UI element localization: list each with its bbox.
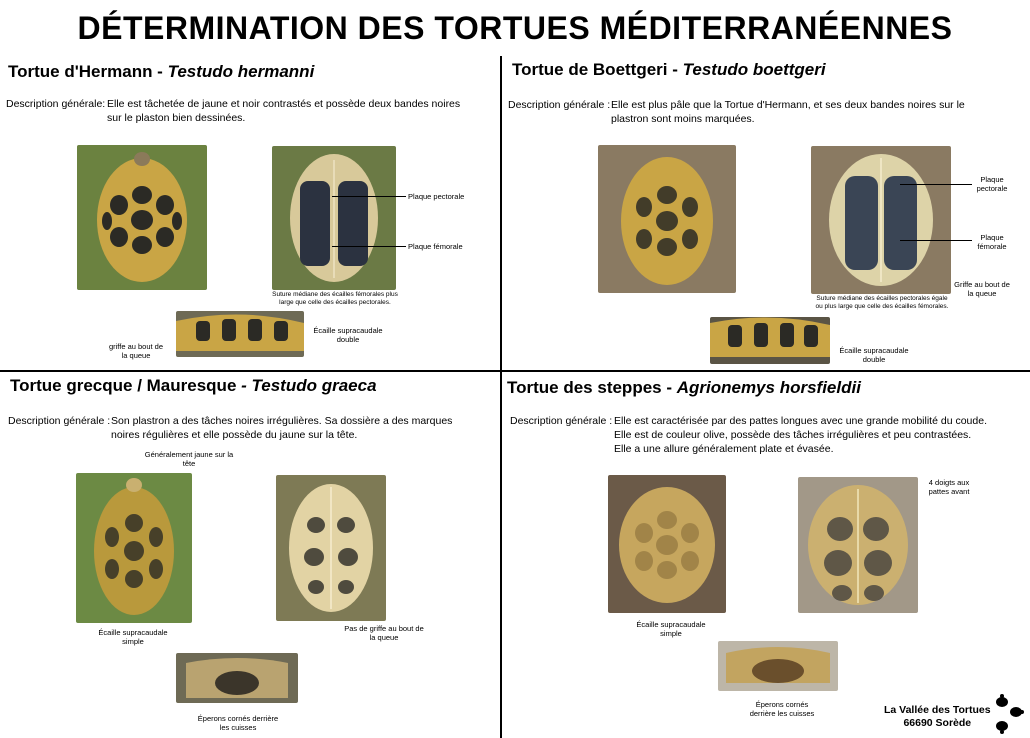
hermann-plastron-photo xyxy=(272,146,396,290)
description-graeca xyxy=(8,414,488,444)
footer-line-2: 66690 Sorède xyxy=(903,717,972,729)
common-name: Tortue grecque / Mauresque xyxy=(10,376,242,395)
description-text: Elle est tâchetée de jaune et noir contrastés et possède deux bandes noires sur le plaston bien dessinées. xyxy=(107,98,461,124)
graeca-plastron-photo xyxy=(276,475,386,621)
suture-caption: Suture médiane des écailles fémorales plus large que celle des écailles pectorales. xyxy=(272,291,398,306)
supracaudal-caption-hermann: Écaille supracaudale double xyxy=(313,326,383,344)
supracaudal-caption-boettgeri: Écaille supracaudale double xyxy=(839,346,909,364)
steppes-plastron-photo xyxy=(798,477,918,613)
footer-line-1: La Vallée des Tortues xyxy=(884,704,991,716)
pectoral-caption: Plaque pectorale xyxy=(408,192,465,201)
boettgeri-plastron-photo xyxy=(811,146,951,294)
scientific-name: Testudo hermanni xyxy=(167,62,315,81)
boettgeri-carapace-photo xyxy=(598,145,736,293)
common-name: Tortue d'Hermann - xyxy=(8,62,168,81)
supracaudal-caption-steppes: Écaille supracaudale simple xyxy=(636,620,706,638)
femoral-caption: Plaque fémorale xyxy=(408,242,463,251)
description-hermann xyxy=(6,97,486,127)
section-title-graeca xyxy=(10,376,377,396)
femoral-pointer xyxy=(332,246,406,247)
description-label: Description générale : xyxy=(8,415,111,427)
section-title-steppes xyxy=(507,378,861,398)
description-boettgeri xyxy=(508,98,1008,128)
section-title-boettgeri xyxy=(512,60,826,80)
supracaudal-caption-graeca: Écaille supracaudale simple xyxy=(98,628,168,646)
head-caption: Généralement jaune sur la tête xyxy=(144,450,234,468)
description-label: Description générale : xyxy=(510,415,613,427)
hermann-tail-photo xyxy=(176,311,304,357)
description-label: Description générale: xyxy=(6,98,106,110)
description-label: Description générale : xyxy=(508,99,611,111)
femoral-caption-boettgeri: Plaque fémorale xyxy=(977,233,1007,251)
description-text: Elle est caractérisée par des pattes longues avec une grande mobilité du coude. Elle est de couleur olive, possède des tâches irrégulières et peu contrastées. Elle a une allure généralement plate et évasée. xyxy=(614,415,987,455)
no-claw-caption: Pas de griffe au bout de la queue xyxy=(344,624,424,642)
boettgeri-tail-photo xyxy=(710,317,830,364)
scientific-name: Testudo boettgeri xyxy=(682,60,826,79)
femoral-pointer xyxy=(900,240,972,241)
common-name: Tortue des steppes - xyxy=(507,378,677,397)
horizontal-divider xyxy=(0,370,1030,372)
common-name: Tortue de Boettgeri - xyxy=(512,60,683,79)
description-steppes xyxy=(510,414,1020,458)
claw-caption-boettgeri: Griffe au bout de la queue xyxy=(954,280,1010,298)
description-text: Son plastron a des tâches noires irrégulières. Sa dossière a des marques noires régulières et elle possède du jaune sur la tête. xyxy=(111,415,453,441)
hermann-carapace-photo xyxy=(77,145,207,290)
claw-caption: griffe au bout de la queue xyxy=(108,342,164,360)
suture-caption-boettgeri: Suture médiane des écailles pectorales égale ou plus large que celle des écailles fémorales. xyxy=(815,295,949,310)
graeca-carapace-photo xyxy=(76,473,192,623)
vertical-divider xyxy=(500,56,502,738)
graeca-spurs-photo xyxy=(176,653,298,703)
spurs-caption-steppes: Éperons cornés derrière les cuisses xyxy=(749,700,815,718)
footer-address xyxy=(884,704,991,730)
description-text: Elle est plus pâle que la Tortue d'Hermann, et ses deux bandes noires sur le plastron sont moins marquées. xyxy=(611,99,965,125)
turtle-logo-icon xyxy=(992,694,1026,734)
scientific-name: - Testudo graeca xyxy=(241,376,377,395)
section-title-hermann xyxy=(8,62,314,82)
pectoral-pointer xyxy=(900,184,972,185)
steppes-spurs-photo xyxy=(718,641,838,691)
spurs-caption-graeca: Éperons cornés derrière les cuisses xyxy=(197,714,279,732)
scientific-name: Agrionemys horsfieldii xyxy=(676,378,861,397)
pectoral-pointer xyxy=(332,196,406,197)
page-title: DÉTERMINATION DES TORTUES MÉDITERRANÉENNES xyxy=(77,10,953,46)
toes-caption: 4 doigts aux pattes avant xyxy=(928,478,970,496)
steppes-carapace-photo xyxy=(608,475,726,613)
pectoral-caption-boettgeri: Plaque pectorale xyxy=(976,175,1008,193)
